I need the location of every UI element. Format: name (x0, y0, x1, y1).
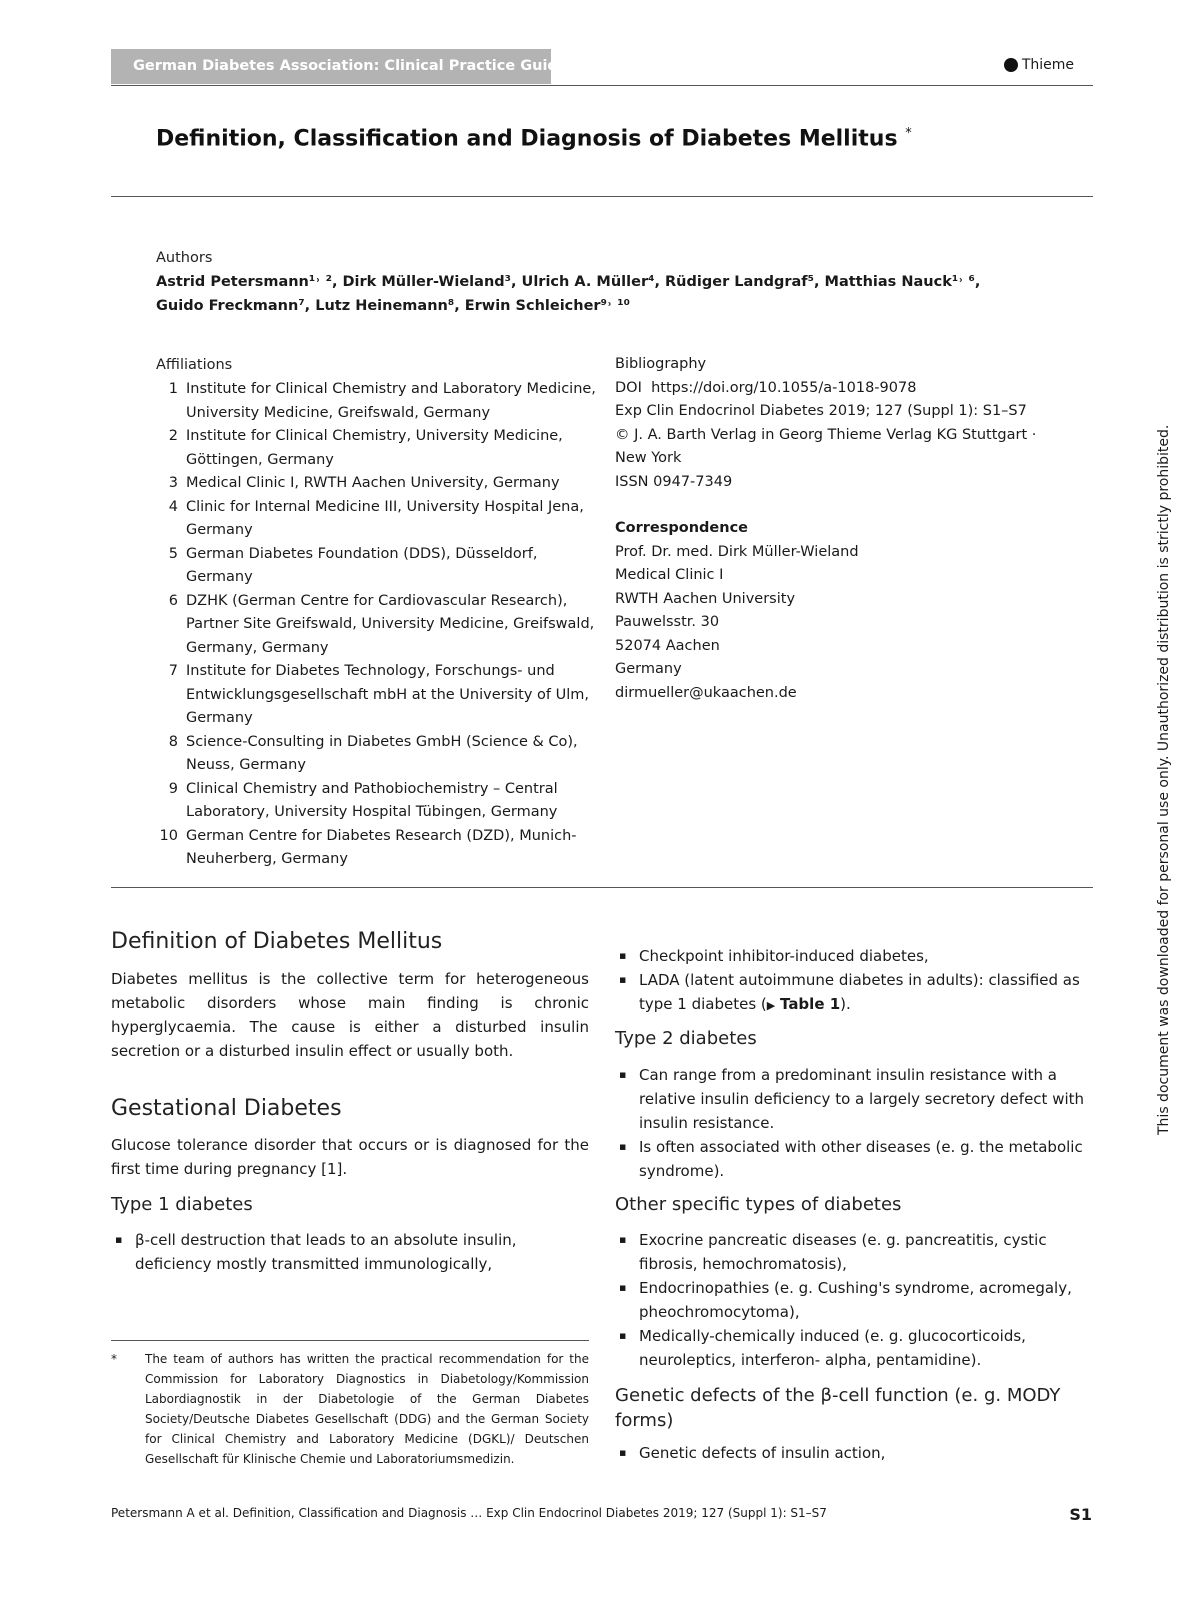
table-1-link[interactable]: Table 1 (780, 995, 841, 1013)
publisher-mark (1004, 57, 1074, 73)
footnote-mark: * (111, 1352, 117, 1366)
running-footer-citation: Petersmann A et al. Definition, Classification and Diagnosis … Exp Clin Endocrinol Diabetes 2019; 127 (Suppl 1): S1–S7 (111, 1506, 827, 1520)
bibliography-block (615, 353, 1055, 494)
type1-heading: Type 1 diabetes (111, 1194, 253, 1215)
corr-line: Germany (615, 661, 682, 677)
table-arrow-icon: ▶ (766, 999, 776, 1012)
affiliation-item (156, 543, 596, 590)
authors-heading: Authors (156, 250, 213, 266)
article-title-text: Definition, Classification and Diagnosis of Diabetes Mellitus (156, 126, 898, 152)
affiliation-text: Science-Consulting in Diabetes GmbH (Science & Co), Neuss, Germany (186, 733, 578, 773)
title-rule (111, 196, 1093, 197)
doi-label: DOI (615, 379, 642, 396)
doi-line (615, 377, 1055, 401)
list-item: ▪ Genetic defects of insulin action, (615, 1441, 1093, 1465)
gestational-text: Glucose tolerance disorder that occurs or is diagnosed for the first time during pregnancy [1]. (111, 1136, 589, 1178)
doi-link[interactable]: https://doi.org/10.1055/a-1018-9078 (651, 379, 917, 396)
type1-list (111, 1228, 589, 1276)
bibliography-heading: Bibliography (615, 356, 707, 372)
list-item (615, 968, 1093, 1018)
affiliation-text: Medical Clinic I, RWTH Aachen University, Germany (186, 475, 560, 491)
gestational-heading: Gestational Diabetes (111, 1096, 342, 1121)
affiliation-text: Clinic for Internal Medicine III, University Hospital Jena, Germany (186, 498, 584, 538)
affiliation-text: DZHK (German Centre for Cardiovascular Research), Partner Site Greifswald, University Medicine, Greifswald, Germany, Germany (186, 592, 595, 656)
header-rule (111, 85, 1093, 86)
thieme-logo-icon (1004, 58, 1018, 72)
authors-block (156, 246, 1056, 318)
lada-text: LADA (latent autoimmune diabetes in adults): classified as type 1 diabetes ( (639, 971, 1080, 1013)
affiliation-text: German Diabetes Foundation (DDS), Düsseldorf, Germany (186, 545, 538, 585)
footnote (111, 1349, 589, 1469)
journal-section-band: German Diabetes Association: Clinical Practice Guidelines (111, 49, 551, 84)
page-number: S1 (1069, 1505, 1092, 1524)
list-item: ▪ β-cell destruction that leads to an absolute insulin, deficiency mostly transmitted immunologically, (111, 1228, 589, 1276)
affiliation-item (156, 378, 596, 425)
affiliation-text: Clinical Chemistry and Pathobiochemistry – Central Laboratory, University Hospital Tübingen, Germany (186, 780, 558, 820)
affiliation-number: 6 (168, 592, 178, 609)
type2-heading: Type 2 diabetes (615, 1028, 757, 1049)
list-item: ▪ Checkpoint inhibitor-induced diabetes, (615, 944, 1093, 968)
affiliation-item (156, 472, 596, 496)
download-notice: This document was downloaded for personal use only. Unauthorized distribution is strictly prohibited. (1156, 424, 1172, 1135)
affiliation-number: 2 (168, 428, 178, 444)
bib-issn: ISSN 0947-7349 (615, 473, 733, 490)
list-item: ▪ Can range from a predominant insulin resistance with a relative insulin deficiency to a largely secretory defect with insulin resistance. (615, 1063, 1093, 1135)
correspondence-heading: Correspondence (615, 520, 748, 536)
affiliation-item (156, 425, 596, 472)
bib-citation: Exp Clin Endocrinol Diabetes 2019; 127 (Suppl 1): S1–S7 (615, 403, 1027, 419)
corr-line: Pauwelsstr. 30 (615, 614, 720, 630)
affiliation-number: 9 (168, 780, 178, 797)
type1-continued-list (615, 944, 1093, 1018)
definition-text: Diabetes mellitus is the collective term for heterogeneous metabolic disorders whose main finding is chronic hyperglycaemia. The cause is either a disturbed insulin secretion or a disturbed insulin effect or usually both. (111, 970, 589, 1060)
affiliation-number: 5 (168, 545, 178, 562)
other-types-list (615, 1228, 1093, 1372)
bib-copyright-1: © J. A. Barth Verlag in Georg Thieme Verlag KG Stuttgart · (615, 426, 1037, 443)
genetic-heading-line-1: Genetic defects of the β-cell function (e. g. MODY (615, 1385, 1061, 1406)
genetic-list (615, 1441, 1093, 1465)
bib-copyright-2: New York (615, 450, 682, 466)
corr-line: RWTH Aachen University (615, 590, 796, 607)
genetic-heading (615, 1383, 1060, 1433)
genetic-heading-line-2: forms) (615, 1410, 674, 1431)
affiliation-text: Institute for Diabetes Technology, Forschungs- und Entwicklungsgesellschaft mbH at the University of Ulm, Germany (186, 663, 590, 726)
definition-heading: Definition of Diabetes Mellitus (111, 929, 443, 954)
affiliation-item (156, 660, 596, 731)
affiliation-text: Institute for Clinical Chemistry and Laboratory Medicine, University Medicine, Greifswald, Germany (186, 381, 596, 421)
affiliations-heading: Affiliations (156, 357, 233, 373)
list-item: ▪ Endocrinopathies (e. g. Cushing's syndrome, acromegaly, pheochromocytoma), (615, 1276, 1093, 1324)
footnote-rule (111, 1340, 589, 1341)
affiliation-item (156, 825, 596, 872)
title-footnote-mark: * (905, 126, 912, 141)
affiliation-item (156, 496, 596, 543)
affiliation-number: 10 (159, 827, 178, 844)
lada-text-end: ). (840, 995, 851, 1013)
correspondence-block (615, 517, 1055, 705)
affiliation-item (156, 778, 596, 825)
other-types-heading: Other specific types of diabetes (615, 1194, 902, 1215)
affiliation-text: German Centre for Diabetes Research (DZD), Munich-Neuherberg, Germany (186, 827, 577, 867)
authors-line-1: Astrid Petersmann¹˒ ², Dirk Müller-Wieland³, Ulrich A. Müller⁴, Rüdiger Landgraf⁵, Matthias Nauck¹˒ ⁶, (156, 274, 981, 290)
article-title (156, 126, 912, 151)
type2-list (615, 1063, 1093, 1183)
list-item: ▪ Is often associated with other diseases (e. g. the metabolic syndrome). (615, 1135, 1093, 1183)
affiliation-number: 3 (168, 475, 178, 491)
affiliation-number: 1 (168, 381, 178, 397)
affiliations-list (156, 378, 596, 872)
corr-email[interactable]: dirmueller@ukaachen.de (615, 684, 797, 701)
front-matter-rule (111, 887, 1093, 888)
list-item: ▪ Exocrine pancreatic diseases (e. g. pancreatitis, cystic fibrosis, hemochromatosis), (615, 1228, 1093, 1276)
affiliation-item (156, 590, 596, 661)
affiliation-number: 7 (168, 663, 178, 679)
affiliation-number: 4 (168, 498, 178, 515)
corr-line: 52074 Aachen (615, 637, 720, 654)
corr-line: Medical Clinic I (615, 567, 724, 583)
footnote-text: The team of authors has written the practical recommendation for the Commission for Laboratory Diagnostics in Diabetology/Kommission Labordiagnostik in der Diabetologie of the German Diabetes Society/Deutsche Diabetes Gesellschaft (DDG) and the German Society for Clinical Chemistry and Laboratory Medicine (DGKL)/ Deutschen Gesellschaft für Klinische Chemie und Laboratoriumsmedizin. (145, 1352, 589, 1466)
authors-line-2: Guido Freckmann⁷, Lutz Heinemann⁸, Erwin Schleicher⁹˒ ¹⁰ (156, 298, 630, 314)
publisher-name: Thieme (1021, 57, 1074, 73)
list-item: ▪ Medically-chemically induced (e. g. glucocorticoids, neuroleptics, interferon- alpha, pentamidine). (615, 1324, 1093, 1372)
affiliation-number: 8 (168, 733, 178, 750)
corr-line: Prof. Dr. med. Dirk Müller-Wieland (615, 543, 859, 560)
affiliation-item (156, 731, 596, 778)
affiliation-text: Institute for Clinical Chemistry, University Medicine, Göttingen, Germany (186, 428, 563, 468)
